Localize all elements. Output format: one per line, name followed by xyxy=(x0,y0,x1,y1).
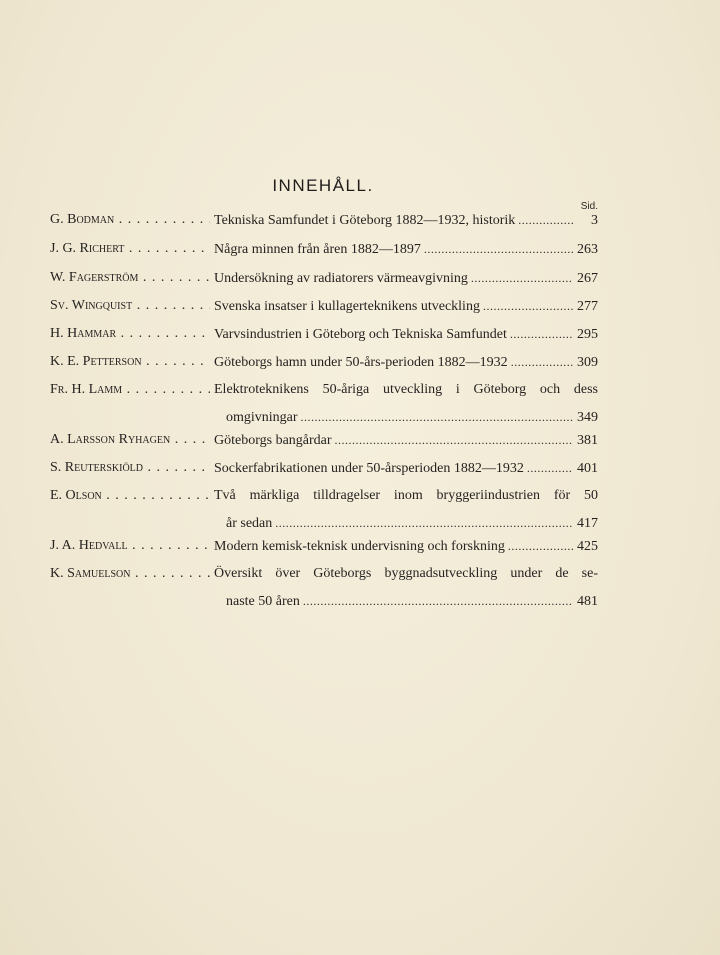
toc-title-line xyxy=(214,533,598,560)
toc-title-text: Varvsindustrien i Göteborg och Tekniska Samfundet xyxy=(214,327,507,342)
toc-author-name: K. E. Petterson xyxy=(50,354,142,369)
toc-page-number: 425 xyxy=(577,539,598,554)
toc-title-line xyxy=(226,588,598,615)
toc-title-line xyxy=(214,561,598,587)
toc-title-line xyxy=(214,236,598,263)
toc-page-number: 309 xyxy=(577,355,598,370)
dot-leader xyxy=(471,265,573,291)
toc-title-text: Sockerfabrikationen under 50-årsperioden 1882—1932 xyxy=(214,461,524,476)
toc-author-name: A. Larsson Ryhagen xyxy=(50,432,171,447)
toc-page-number: 417 xyxy=(577,516,598,531)
toc-author xyxy=(50,377,210,403)
dot-leader xyxy=(303,588,573,614)
toc-author-name: E. Olson xyxy=(50,488,102,503)
toc-page-number: 277 xyxy=(577,299,598,314)
toc-author xyxy=(50,265,210,291)
toc-page-number: 267 xyxy=(577,271,598,286)
toc-title-text: omgivningar xyxy=(226,410,298,425)
toc-author-name: H. Hammar xyxy=(50,326,117,341)
toc-author xyxy=(50,533,210,559)
toc-title-line xyxy=(214,455,598,482)
toc-title-text: Översikt över Göteborgs byggnadsutveckling under de se- xyxy=(214,566,598,581)
toc-author-name: J. G. Richert xyxy=(50,241,125,256)
toc-author xyxy=(50,293,210,319)
toc-author xyxy=(50,427,210,453)
toc-title-text: Modern kemisk-teknisk undervisning och forskning xyxy=(214,539,505,554)
toc-title-text: Några minnen från åren 1882—1897 xyxy=(214,242,421,257)
toc-page-number: 263 xyxy=(577,242,598,257)
toc-title-text: Göteborgs bangårdar xyxy=(214,433,332,448)
dot-leader xyxy=(527,455,573,481)
page-column-label: Sid. xyxy=(580,201,598,212)
dot-leader xyxy=(511,349,573,375)
toc-title-line xyxy=(214,427,598,454)
toc-author-name: G. Bodman xyxy=(50,212,115,227)
toc-author-name: Sv. Wingquist xyxy=(50,298,133,313)
dot-leader xyxy=(424,236,573,262)
toc-author xyxy=(50,236,210,262)
toc-author xyxy=(50,455,210,481)
toc-title-text: Göteborgs hamn under 50-års-perioden 1882—1932 xyxy=(214,355,508,370)
toc-page-number: 401 xyxy=(577,461,598,476)
toc-author xyxy=(50,321,210,347)
toc-author xyxy=(50,483,210,509)
toc-title-text: år sedan xyxy=(226,516,273,531)
toc-author-name: J. A. Hedvall xyxy=(50,538,128,553)
toc-author-name: K. Samuelson xyxy=(50,566,131,581)
toc-page-number: 381 xyxy=(577,433,598,448)
toc-title-text: Svenska insatser i kullagerteknikens utveckling xyxy=(214,299,480,314)
toc-author-name: S. Reuterskiöld xyxy=(50,460,144,475)
toc-page-number: 349 xyxy=(577,410,598,425)
toc-title-line xyxy=(214,377,598,403)
toc-title-text: Undersökning av radiatorers värmeavgivning xyxy=(214,271,468,286)
page-title: INNEHÅLL. xyxy=(272,176,374,195)
dot-leader xyxy=(335,427,573,453)
toc-title-line xyxy=(214,265,598,292)
toc-title-line xyxy=(214,321,598,348)
toc-title-line xyxy=(214,349,598,376)
toc-author xyxy=(50,207,210,233)
toc-title-line xyxy=(214,293,598,320)
toc-page-number: 295 xyxy=(577,327,598,342)
toc-author xyxy=(50,561,210,587)
dot-leader xyxy=(518,207,573,233)
toc-page-number: 3 xyxy=(591,213,598,228)
dot-leader xyxy=(510,321,573,347)
toc-title-text: Elektroteknikens 50-åriga utveckling i Göteborg och dess xyxy=(214,382,598,397)
dot-leader xyxy=(483,293,573,319)
toc-title-text: Två märkliga tilldragelser inom bryggeriindustrien för 50 xyxy=(214,488,598,503)
dot-leader xyxy=(508,533,573,559)
toc-title-line xyxy=(214,207,598,234)
toc-title-text: naste 50 åren xyxy=(226,594,300,609)
toc-title-text: Tekniska Samfundet i Göteborg 1882—1932, historik xyxy=(214,213,516,228)
toc-page-number: 481 xyxy=(577,594,598,609)
toc-author xyxy=(50,349,210,375)
toc-author-name: W. Fagerström xyxy=(50,270,139,285)
toc-title-line xyxy=(214,483,598,509)
toc-author-name: Fr. H. Lamm xyxy=(50,382,123,397)
